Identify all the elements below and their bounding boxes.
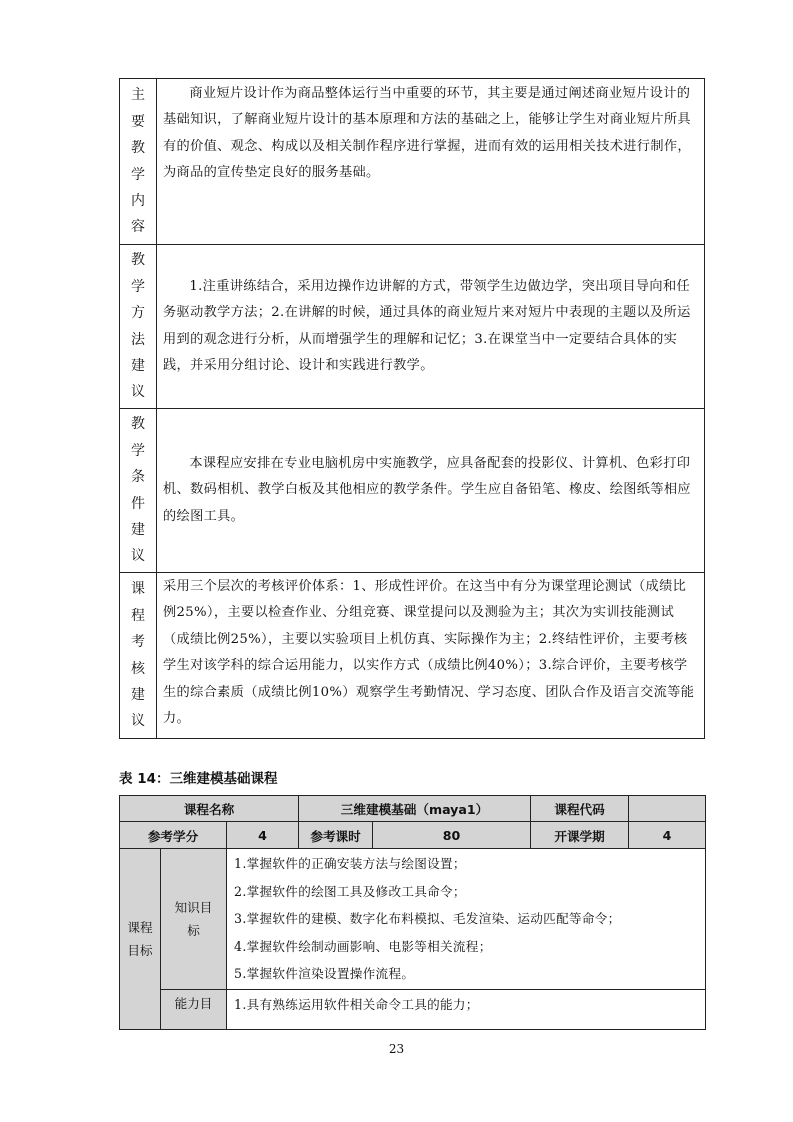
- semester-label: 开课学期: [531, 822, 629, 849]
- list-item: 2.掌握软件的绘图工具及修改工具命令；: [234, 883, 466, 899]
- label-char: 要: [131, 113, 145, 130]
- label-char: 教: [131, 140, 145, 157]
- teaching-table: [119, 78, 705, 739]
- label-char: 议: [131, 713, 145, 730]
- row-teaching-method: [120, 245, 705, 409]
- label-char: 主: [131, 87, 145, 104]
- label-char: 课: [131, 581, 145, 598]
- label-char: 内: [131, 192, 145, 209]
- list-item: 3.掌握软件的建模、数字化布料模拟、毛发渲染、运动匹配等命令；: [234, 911, 621, 926]
- row-content: [157, 573, 705, 739]
- course-code-label: 课程代码: [531, 796, 629, 822]
- knowledge-items: [227, 849, 706, 990]
- table-caption: 表 14：三维建模基础课程: [119, 771, 278, 787]
- row-assessment: [120, 573, 705, 739]
- label-char: 学: [131, 442, 145, 459]
- knowledge-label: [161, 849, 227, 990]
- objectives-label: [120, 849, 161, 1030]
- row-teaching-conditions: [120, 409, 705, 573]
- label-char: 学: [131, 166, 145, 183]
- label-char: 件: [131, 495, 145, 512]
- label-char: 议: [131, 384, 145, 401]
- row-label: [120, 79, 157, 245]
- conditions-text: 本课程应安排在专业电脑机房中实施教学，应具备配套的投影仪、计算机、色彩打印机、数码相机、教学白板及其他相应的教学条件。学生应自备铅笔、橡皮、绘图纸等相应的绘图工具。: [163, 455, 691, 524]
- label-char: 教: [131, 252, 145, 269]
- row-content: [157, 79, 705, 245]
- hours-value: 80: [373, 822, 531, 849]
- method-text: 1.注重讲练结合，采用边操作边讲解的方式，带领学生边做边学，突出项目导向和任务驱动教学方法；2.在讲解的时候，通过具体的商业短片来对短片中表现的主题以及所运用到的观念进行分析，从而增强学生的理解和记忆；3.在课堂当中一定要结合具体的实践，并采用分组讨论、设计和实践进行教学。: [163, 278, 691, 373]
- label-char: 容: [131, 219, 145, 236]
- credit-value: 4: [227, 822, 299, 849]
- label-char: 核: [131, 660, 145, 677]
- objectives-label-text: 课程目标: [127, 919, 153, 958]
- course-header-row-1: [120, 796, 706, 822]
- semester-value: 4: [629, 822, 706, 849]
- label-char: 考: [131, 634, 145, 651]
- row-label: [120, 409, 157, 573]
- row-content: [157, 409, 705, 573]
- course-table: [119, 795, 706, 1030]
- list-item: 5.掌握软件渲染设置操作流程。: [234, 966, 415, 981]
- course-name-value: 三维建模基础（maya1）: [299, 796, 531, 822]
- label-char: 建: [131, 686, 145, 703]
- row-main-content: [120, 79, 705, 245]
- list-item: 4.掌握软件绘制动画影响、电影等相关流程；: [234, 938, 492, 954]
- label-char: 教: [131, 416, 145, 433]
- label-char: 议: [131, 548, 145, 565]
- label-char: 条: [131, 469, 145, 486]
- course-header-row-2: [120, 822, 706, 849]
- knowledge-label-text: 知识目标: [174, 899, 213, 938]
- assessment-text: 采用三个层次的考核评价体系：1、形成性评价。在这当中有分为课堂理论测试（成绩比例25%），主要以检查作业、分组竞赛、课堂提问以及测验为主；其次为实训技能测试（成绩比例25%），主要以实验项目上机仿真、实际操作为主；2.终结性评价，主要考核学生对该学科的综合运用能力，以实作方式（成绩比例40%）；3.综合评价，主要考核学生的综合素质（成绩比例10%）观察学生考勤情况、学习态度、团队合作及语言交流等能力。: [163, 579, 695, 727]
- hours-label: 参考课时: [299, 822, 373, 849]
- label-char: 建: [131, 357, 145, 374]
- ability-items: [227, 989, 706, 1029]
- credit-label: 参考学分: [120, 822, 227, 849]
- course-name-label: 课程名称: [120, 796, 299, 822]
- ability-label: 能力目: [161, 989, 227, 1029]
- ability-objectives-row: [120, 989, 706, 1029]
- list-item: 1.具有熟练运用软件相关命令工具的能力；: [234, 996, 479, 1012]
- row-content: [157, 245, 705, 409]
- label-char: 建: [131, 521, 145, 538]
- knowledge-objectives-row: [120, 849, 706, 990]
- row-label: [120, 245, 157, 409]
- row-label: [120, 573, 157, 739]
- main-content-text: 商业短片设计作为商品整体运行当中重要的环节，其主要是通过阐述商业短片设计的基础知识，了解商业短片设计的基本原理和方法的基础之上，能够让学生对商业短片所具有的价值、观念、构成以及相关制作程序进行掌握，进而有效的运用相关技术进行制作，为商品的宣传垫定良好的服务基础。: [163, 86, 691, 181]
- page-number: 23: [388, 1042, 405, 1056]
- label-char: 程: [131, 607, 145, 624]
- list-item: 1.掌握软件的正确安装方法与绘图设置；: [234, 856, 466, 871]
- label-char: 法: [131, 331, 145, 348]
- course-code-value: [629, 796, 706, 822]
- label-char: 学: [131, 278, 145, 295]
- label-char: 方: [131, 305, 145, 322]
